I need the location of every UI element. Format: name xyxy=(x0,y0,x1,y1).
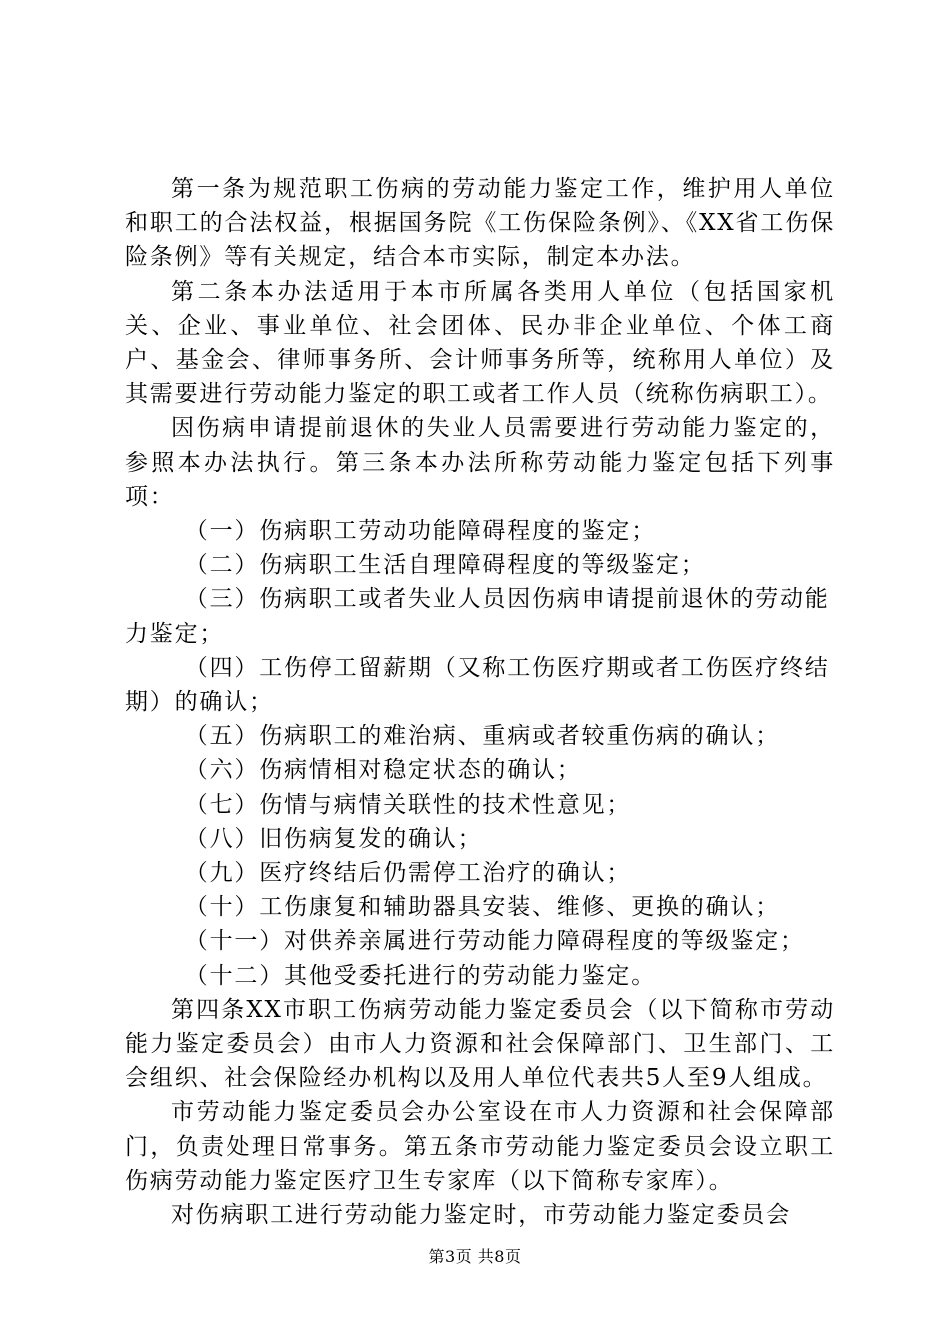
list-item: （九）医疗终结后仍需停工治疗的确认； xyxy=(184,860,632,887)
list-item: （一）伤病职工劳动功能障碍程度的鉴定； xyxy=(184,518,656,545)
list-item: （四）工伤停工留薪期（又称工伤医疗期或者工伤医疗终结期）的确认； xyxy=(125,654,830,716)
paragraph-article-1: 第一条为规范职工伤病的劳动能力鉴定工作，维护用人单位和职工的合法权益，根据国务院《工伤保险条例》、《XX省工伤保险条例》等有关规定，结合本市实际，制定本办法。 xyxy=(125,176,835,271)
page-number-footer: 第3页 共8页 xyxy=(428,1247,522,1266)
paragraph-continued: 对伤病职工进行劳动能力鉴定时，市劳动能力鉴定委员会 xyxy=(171,1202,791,1229)
list-item: （十一）对供养亲属进行劳动能力障碍程度的等级鉴定； xyxy=(184,928,805,955)
list-item: （六）伤病情相对稳定状态的确认； xyxy=(184,757,582,784)
list-item: （十二）其他受委托进行的劳动能力鉴定。 xyxy=(184,962,656,989)
list-item: （三）伤病职工或者失业人员因伤病申请提前退休的劳动能力鉴定； xyxy=(125,586,830,647)
list-item: （八）旧伤病复发的确认； xyxy=(184,825,483,852)
paragraph-article-2: 第二条本办法适用于本市所属各类用人单位（包括国家机关、企业、事业单位、社会团体、民办非企业单位、个体工商户、基金会、律师事务所、会计师事务所等，统称用人单位）及其需要进行劳动能力鉴定的职工或者工作人员（统称伤病职工）。 xyxy=(125,278,835,408)
paragraph-article-5: 市劳动能力鉴定委员会办公室设在市人力资源和社会保障部门，负责处理日常事务。第五条市劳动能力鉴定委员会设立职工伤病劳动能力鉴定医疗卫生专家库（以下简称专家库）。 xyxy=(125,1099,835,1194)
list-item: （七）伤情与病情关联性的技术性意见； xyxy=(184,791,632,818)
document-body xyxy=(125,172,835,1232)
paragraph-article-4: 第四条XX市职工伤病劳动能力鉴定委员会（以下简称市劳动能力鉴定委员会）由市人力资源和社会保障部门、卫生部门、工会组织、社会保险经办机构以及用人单位代表共5人至9人组成。 xyxy=(125,996,835,1092)
paragraph-article-3: 因伤病申请提前退休的失业人员需要进行劳动能力鉴定的，参照本办法执行。第三条本办法所称劳动能力鉴定包括下列事项： xyxy=(125,415,835,510)
list-item: （十）工伤康复和辅助器具安装、维修、更换的确认； xyxy=(184,894,780,921)
list-item: （五）伤病职工的难治病、重病或者较重伤病的确认； xyxy=(184,723,780,750)
list-item: （二）伤病职工生活自理障碍程度的等级鉴定； xyxy=(184,552,706,579)
